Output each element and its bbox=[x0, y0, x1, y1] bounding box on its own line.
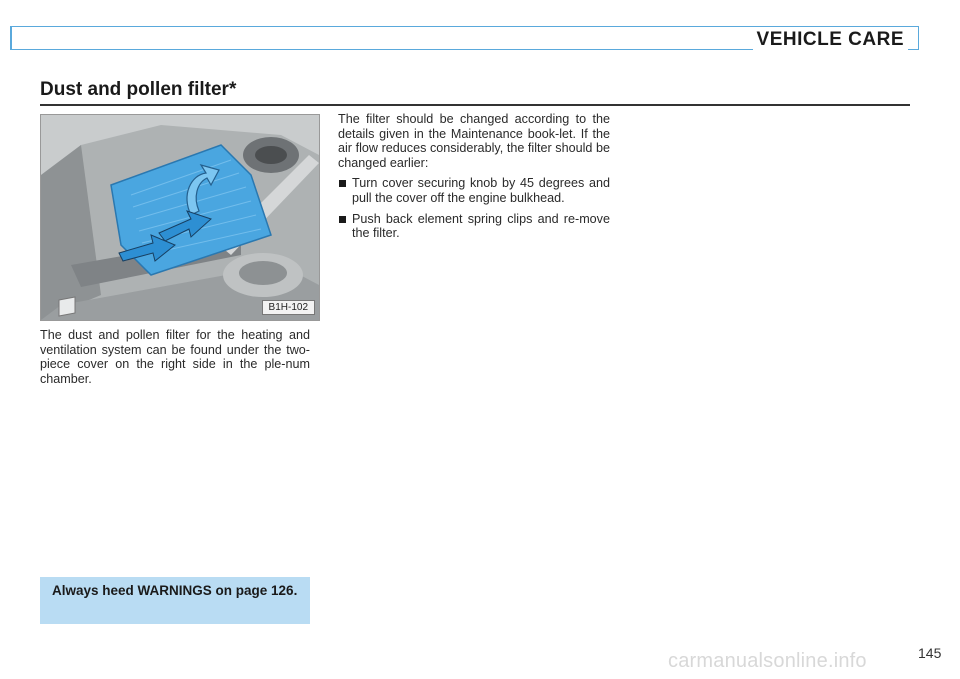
page-header-title: VEHICLE CARE bbox=[753, 29, 908, 51]
page-number: 145 bbox=[918, 645, 942, 661]
instruction-step: Turn cover securing knob by 45 degrees and pull the cover off the engine bulkhead. bbox=[338, 176, 610, 205]
watermark: carmanualsonline.info bbox=[668, 650, 867, 672]
filter-illustration bbox=[40, 114, 320, 321]
engine-bay-drawing bbox=[41, 115, 319, 320]
instructions-intro: The filter should be changed according to the details given in the Maintenance book-let. If the air flow reduces considerably, the filter should be changed earlier: bbox=[338, 112, 610, 170]
warning-box: Always heed WARNINGS on page 126. bbox=[40, 577, 310, 624]
instructions-column bbox=[338, 112, 610, 247]
intro-paragraph: The dust and pollen filter for the heating and ventilation system can be found under the two-piece cover on the right side in the ple-num chamber. bbox=[40, 328, 310, 386]
figure-code-label: B1H-102 bbox=[262, 300, 315, 315]
section-title: Dust and pollen filter* bbox=[40, 79, 237, 100]
instruction-step: Push back element spring clips and re-move the filter. bbox=[338, 212, 610, 241]
title-divider bbox=[40, 104, 910, 106]
